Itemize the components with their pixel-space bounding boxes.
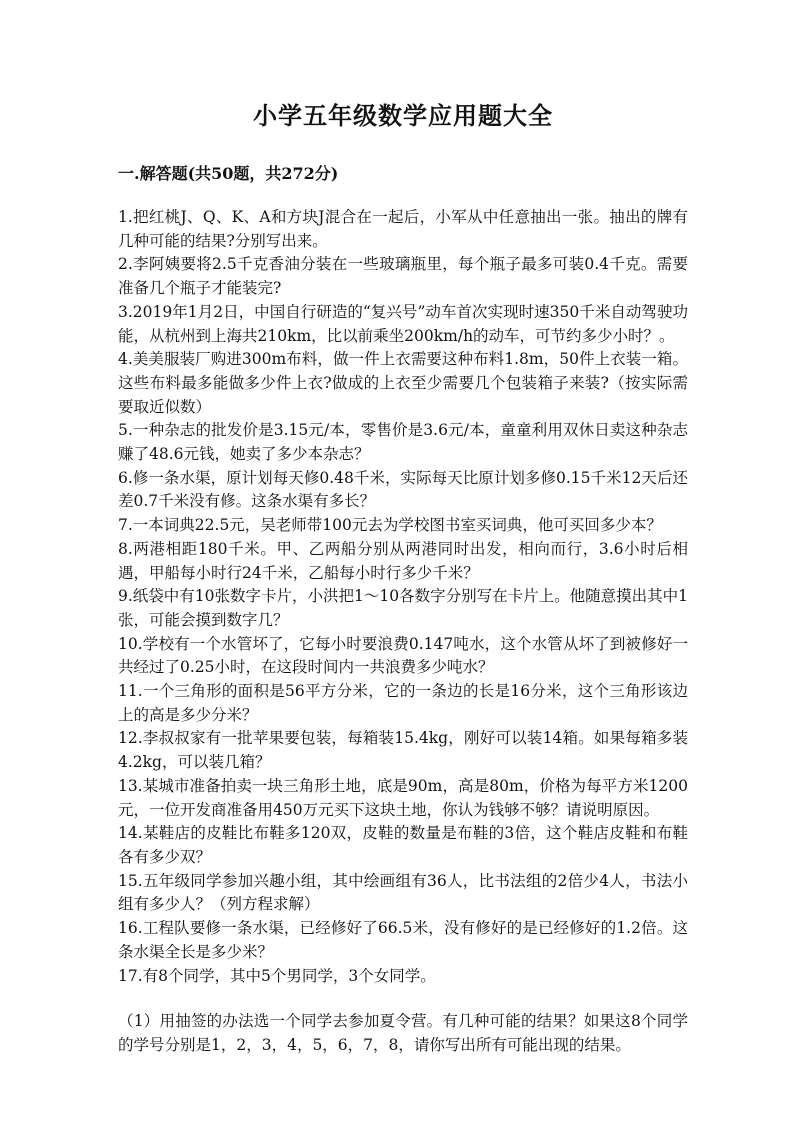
- question-item: 15.五年级同学参加兴趣小组，其中绘画组有36人，比书法组的2倍少4人，书法小组有多少人？（列方程求解）: [118, 871, 688, 914]
- question-item: 8.两港相距180千米。甲、乙两船分别从两港同时出发，相向而行，3.6小时后相遇，甲船每小时行24千米，乙船每小时行多少千米？: [118, 539, 688, 582]
- section-heading: 一.解答题(共50题，共272分): [118, 164, 339, 183]
- question-item: 12.李叔叔家有一批苹果要包装，每箱装15.4kg，刚好可以装14箱。如果每箱多装4.2kg，可以装几箱？: [118, 729, 688, 772]
- question-item: 11.一个三角形的面积是56平方分米，它的一条边的长是16分米，这个三角形该边上的高是多少分米？: [118, 682, 688, 724]
- question-item: 14.某鞋店的皮鞋比布鞋多120双，皮鞋的数量是布鞋的3倍，这个鞋店皮鞋和布鞋各有多少双？: [118, 824, 688, 866]
- question-item: 7.一本词典22.5元，吴老师带100元去为学校图书室买词典，他可买回多少本？: [118, 516, 662, 535]
- question-item: 10.学校有一个水管坏了，它每小时要浪费0.147吨水，这个水管从坏了到被修好一共经过了0.25小时，在这段时间内一共浪费多少吨水？: [118, 634, 688, 677]
- sub-question: （1）用抽签的办法选一个同学去参加夏令营。有几种可能的结果？如果这8个同学的学号分别是1，2，3，4，5，6，7，8，请你写出所有可能出现的结果。: [118, 1012, 688, 1054]
- question-item: 4.美美服装厂购进300m布料，做一件上衣需要这种布料1.8m，50件上衣装一箱。这些布料最多能做多少件上衣?做成的上衣至少需要几个包装箱子来装?（按实际需要取近似数）: [118, 350, 688, 416]
- question-item: 1.把红桃J、Q、K、A和方块J混合在一起后，小军从中任意抽出一张。抽出的牌有几种可能的结果?分别写出来。: [118, 208, 688, 250]
- question-list: [118, 206, 688, 988]
- question-item: 13.某城市准备拍卖一块三角形土地，底是90m，高是80m，价格为每平方米1200元，一位开发商准备用450万元买下这块土地，你认为钱够不够？请说明原因。: [118, 776, 688, 819]
- question-item: 3.2019年1月2日，中国自行研造的“复兴号”动车首次实现时速350千米自动驾驶功能，从杭州到上海共210km，比以前乘坐200km/h的动车，可节约多少小时？。: [118, 302, 688, 345]
- question-item: 6.修一条水渠，原计划每天修0.48千米，实际每天比原计划多修0.15千米12天后还差0.7千米没有修。这条水渠有多长？: [118, 468, 688, 511]
- question-item: 2.李阿姨要将2.5千克香油分装在一些玻璃瓶里，每个瓶子最多可装0.4千克。需要准备几个瓶子才能装完?: [118, 255, 688, 298]
- question-item: 17.有8个同学，其中5个男同学，3个女同学。: [118, 966, 436, 985]
- page-title: 小学五年级数学应用题大全: [253, 101, 553, 130]
- question-item: 5.一种杂志的批发价是3.15元/本，零售价是3.6元/本，童童利用双休日卖这种杂志赚了48.6元钱，她卖了多少本杂志？: [118, 421, 688, 464]
- question-item: 16.工程队要修一条水渠，已经修好了66.5米，没有修好的是已经修好的1.2倍。这条水渠全长是多少米？: [118, 919, 688, 961]
- question-item: 9.纸袋中有10张数字卡片，小洪把1～10各数字分别写在卡片上。他随意摸出其中1张，可能会摸到数字几？: [118, 587, 688, 629]
